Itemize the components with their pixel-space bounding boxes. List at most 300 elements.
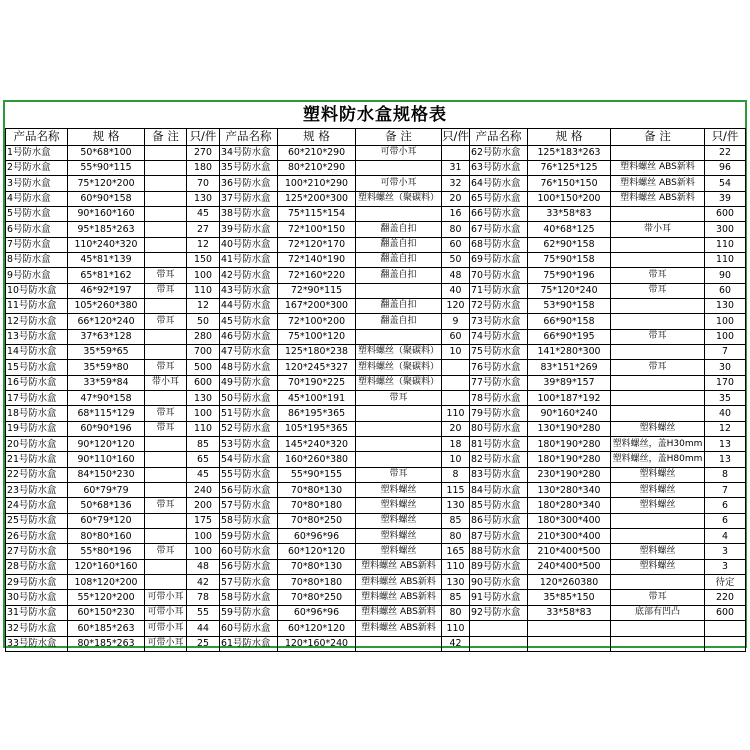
product-name-cell: 3号防水盒	[6, 176, 68, 191]
note-cell: 带小耳	[611, 222, 705, 237]
note-cell: 塑料螺丝	[356, 498, 442, 513]
spec-cell: 55*90*115	[68, 160, 145, 175]
qty-cell: 7	[705, 344, 746, 359]
spec-cell: 66*120*240	[68, 314, 145, 329]
qty-cell: 13	[705, 452, 746, 467]
column-header: 产品名称	[220, 129, 278, 146]
spec-cell: 70*190*225	[278, 375, 356, 390]
column-header: 备 注	[356, 129, 442, 146]
note-cell: 带耳	[611, 360, 705, 375]
qty-cell: 100	[187, 529, 220, 544]
note-cell	[356, 406, 442, 421]
qty-cell: 240	[187, 483, 220, 498]
spec-cell: 130*280*340	[528, 483, 611, 498]
note-cell	[356, 452, 442, 467]
spec-cell: 130*190*280	[528, 421, 611, 436]
product-name-cell: 85号防水盒	[470, 498, 528, 513]
qty-cell: 170	[705, 375, 746, 390]
product-name-cell: 27号防水盒	[6, 544, 68, 559]
product-name-cell: 10号防水盒	[6, 283, 68, 298]
note-cell: 塑料螺丝，盖H80mm	[611, 452, 705, 467]
note-cell	[611, 344, 705, 359]
product-name-cell: 19号防水盒	[6, 421, 68, 436]
spec-cell: 230*190*280	[528, 467, 611, 482]
spec-cell: 72*100*150	[278, 222, 356, 237]
product-name-cell	[470, 621, 528, 636]
product-name-cell: 64号防水盒	[470, 176, 528, 191]
qty-cell: 80	[442, 605, 470, 620]
spec-cell: 210*400*500	[528, 544, 611, 559]
spec-cell: 45*81*139	[68, 252, 145, 267]
qty-cell: 6	[705, 498, 746, 513]
spec-cell: 75*115*154	[278, 206, 356, 221]
spec-cell: 180*300*400	[528, 513, 611, 528]
note-cell: 带耳	[145, 498, 187, 513]
qty-cell: 700	[187, 344, 220, 359]
note-cell	[611, 575, 705, 590]
product-name-cell: 38号防水盒	[220, 206, 278, 221]
qty-cell: 110	[442, 559, 470, 574]
spec-cell: 160*260*380	[278, 452, 356, 467]
table-row	[6, 314, 746, 329]
column-header: 备 注	[611, 129, 705, 146]
product-name-cell: 26号防水盒	[6, 529, 68, 544]
product-name-cell: 41号防水盒	[220, 252, 278, 267]
qty-cell: 8	[442, 467, 470, 482]
note-cell	[611, 298, 705, 313]
product-name-cell: 37号防水盒	[220, 191, 278, 206]
qty-cell: 6	[705, 513, 746, 528]
spec-cell: 80*210*290	[278, 160, 356, 175]
qty-cell: 600	[705, 206, 746, 221]
product-name-cell: 15号防水盒	[6, 360, 68, 375]
qty-cell: 60	[705, 283, 746, 298]
spec-cell: 35*59*80	[68, 360, 145, 375]
spec-cell: 120*245*327	[278, 360, 356, 375]
note-cell: 带耳	[611, 329, 705, 344]
column-header: 产品名称	[470, 129, 528, 146]
note-cell: 塑料螺丝（聚碳料）	[356, 375, 442, 390]
note-cell: 带耳	[145, 314, 187, 329]
qty-cell: 20	[442, 421, 470, 436]
note-cell: 带耳	[145, 360, 187, 375]
product-name-cell: 83号防水盒	[470, 467, 528, 482]
product-name-cell: 92号防水盒	[470, 605, 528, 620]
qty-cell: 20	[442, 191, 470, 206]
spec-cell: 55*120*200	[68, 590, 145, 605]
spec-cell: 70*80*250	[278, 513, 356, 528]
product-name-cell: 80号防水盒	[470, 421, 528, 436]
spec-cell: 70*80*250	[278, 590, 356, 605]
product-name-cell: 56号防水盒	[220, 559, 278, 574]
note-cell: 塑料螺丝	[611, 467, 705, 482]
note-cell: 翻盖自扣	[356, 298, 442, 313]
product-name-cell: 32号防水盒	[6, 621, 68, 636]
spec-cell: 83*151*269	[528, 360, 611, 375]
product-name-cell: 18号防水盒	[6, 406, 68, 421]
spec-cell: 66*90*158	[528, 314, 611, 329]
spec-cell: 50*68*100	[68, 145, 145, 160]
qty-cell: 65	[187, 452, 220, 467]
note-cell: 塑料螺丝	[356, 483, 442, 498]
note-cell: 翻盖自扣	[356, 314, 442, 329]
spec-cell: 60*96*96	[278, 605, 356, 620]
qty-cell: 200	[187, 498, 220, 513]
product-name-cell: 9号防水盒	[6, 268, 68, 283]
table-row	[6, 222, 746, 237]
table-row	[6, 406, 746, 421]
column-header: 规 格	[68, 129, 145, 146]
qty-cell: 4	[705, 529, 746, 544]
table-header-row	[6, 129, 746, 146]
note-cell: 带耳	[611, 283, 705, 298]
product-name-cell: 74号防水盒	[470, 329, 528, 344]
qty-cell: 180	[187, 160, 220, 175]
note-cell: 带耳	[145, 283, 187, 298]
note-cell	[145, 559, 187, 574]
spec-cell: 180*280*340	[528, 498, 611, 513]
note-cell	[611, 636, 705, 651]
spec-cell: 90*110*160	[68, 452, 145, 467]
qty-cell: 待定	[705, 575, 746, 590]
product-name-cell: 63号防水盒	[470, 160, 528, 175]
note-cell: 塑料螺丝 ABS新料	[611, 176, 705, 191]
spec-cell: 60*150*230	[68, 605, 145, 620]
spec-cell: 70*80*180	[278, 498, 356, 513]
product-name-cell: 29号防水盒	[6, 575, 68, 590]
note-cell: 塑料螺丝 ABS新料	[356, 575, 442, 590]
table-row	[6, 621, 746, 636]
product-name-cell: 79号防水盒	[470, 406, 528, 421]
note-cell: 塑料螺丝 ABS新料	[356, 559, 442, 574]
note-cell	[145, 206, 187, 221]
product-name-cell: 54号防水盒	[220, 452, 278, 467]
product-name-cell: 91号防水盒	[470, 590, 528, 605]
spec-cell: 75*120*240	[528, 283, 611, 298]
note-cell	[356, 437, 442, 452]
spec-cell: 75*120*200	[68, 176, 145, 191]
qty-cell: 7	[705, 483, 746, 498]
note-cell: 塑料螺丝	[356, 529, 442, 544]
table-row	[6, 237, 746, 252]
note-cell	[611, 206, 705, 221]
qty-cell: 42	[442, 636, 470, 651]
note-cell	[356, 160, 442, 175]
spec-cell: 60*79*79	[68, 483, 145, 498]
spec-cell	[528, 636, 611, 651]
note-cell	[611, 391, 705, 406]
product-name-cell: 5号防水盒	[6, 206, 68, 221]
spec-cell: 55*90*155	[278, 467, 356, 482]
qty-cell: 280	[187, 329, 220, 344]
qty-cell: 165	[442, 544, 470, 559]
spec-cell: 105*260*380	[68, 298, 145, 313]
table-row	[6, 206, 746, 221]
qty-cell: 48	[442, 268, 470, 283]
spec-cell: 72*100*200	[278, 314, 356, 329]
product-name-cell: 16号防水盒	[6, 375, 68, 390]
product-name-cell: 58号防水盒	[220, 513, 278, 528]
spec-cell: 100*150*200	[528, 191, 611, 206]
product-name-cell: 77号防水盒	[470, 375, 528, 390]
spec-cell: 60*185*263	[68, 621, 145, 636]
spec-cell: 60*90*196	[68, 421, 145, 436]
qty-cell: 3	[705, 544, 746, 559]
qty-cell: 300	[705, 222, 746, 237]
qty-cell: 130	[442, 575, 470, 590]
note-cell: 带耳	[611, 268, 705, 283]
spec-cell: 76*125*125	[528, 160, 611, 175]
note-cell: 可带小耳	[145, 590, 187, 605]
spec-cell: 120*260380	[528, 575, 611, 590]
note-cell	[356, 329, 442, 344]
qty-cell: 100	[705, 314, 746, 329]
product-name-cell	[470, 636, 528, 651]
product-name-cell: 90号防水盒	[470, 575, 528, 590]
column-header: 只/件	[187, 129, 220, 146]
product-name-cell: 14号防水盒	[6, 344, 68, 359]
table-row	[6, 575, 746, 590]
column-header: 规 格	[528, 129, 611, 146]
table-row	[6, 160, 746, 175]
qty-cell	[442, 391, 470, 406]
note-cell: 翻盖自扣	[356, 268, 442, 283]
qty-cell: 8	[705, 467, 746, 482]
qty-cell: 60	[442, 237, 470, 252]
qty-cell: 40	[442, 283, 470, 298]
note-cell	[611, 375, 705, 390]
product-name-cell: 78号防水盒	[470, 391, 528, 406]
product-name-cell: 65号防水盒	[470, 191, 528, 206]
spec-cell: 60*120*120	[278, 544, 356, 559]
product-name-cell: 25号防水盒	[6, 513, 68, 528]
spec-cell: 90*160*240	[528, 406, 611, 421]
qty-cell: 500	[187, 360, 220, 375]
column-header: 备 注	[145, 129, 187, 146]
note-cell	[611, 252, 705, 267]
product-name-cell: 76号防水盒	[470, 360, 528, 375]
spec-cell: 70*80*130	[278, 559, 356, 574]
table-row	[6, 437, 746, 452]
note-cell: 塑料螺丝	[611, 559, 705, 574]
spec-sheet	[3, 100, 747, 648]
note-cell: 可带小耳	[145, 621, 187, 636]
note-cell	[145, 513, 187, 528]
spec-cell: 60*120*120	[278, 621, 356, 636]
product-name-cell: 6号防水盒	[6, 222, 68, 237]
table-row	[6, 375, 746, 390]
spec-cell: 125*180*238	[278, 344, 356, 359]
qty-cell: 600	[705, 605, 746, 620]
note-cell: 可带小耳	[145, 605, 187, 620]
note-cell	[145, 452, 187, 467]
table-row	[6, 559, 746, 574]
product-name-cell: 50号防水盒	[220, 391, 278, 406]
table-row	[6, 176, 746, 191]
note-cell: 带耳	[145, 268, 187, 283]
qty-cell: 90	[705, 268, 746, 283]
note-cell	[145, 344, 187, 359]
note-cell	[145, 437, 187, 452]
table-row	[6, 191, 746, 206]
qty-cell: 22	[705, 145, 746, 160]
spec-cell: 46*92*197	[68, 283, 145, 298]
spec-cell: 60*96*96	[278, 529, 356, 544]
table-row	[6, 329, 746, 344]
product-name-cell: 60号防水盒	[220, 544, 278, 559]
product-name-cell: 81号防水盒	[470, 437, 528, 452]
product-name-cell: 73号防水盒	[470, 314, 528, 329]
spec-cell: 60*90*158	[68, 191, 145, 206]
qty-cell: 13	[705, 437, 746, 452]
spec-cell: 47*90*158	[68, 391, 145, 406]
note-cell	[145, 145, 187, 160]
qty-cell: 110	[187, 421, 220, 436]
table-row	[6, 590, 746, 605]
product-name-cell: 51号防水盒	[220, 406, 278, 421]
spec-cell: 35*85*150	[528, 590, 611, 605]
product-name-cell: 88号防水盒	[470, 544, 528, 559]
product-name-cell: 30号防水盒	[6, 590, 68, 605]
note-cell	[611, 314, 705, 329]
qty-cell: 45	[187, 206, 220, 221]
product-name-cell: 23号防水盒	[6, 483, 68, 498]
qty-cell: 130	[187, 391, 220, 406]
spec-cell: 95*185*263	[68, 222, 145, 237]
product-name-cell: 47号防水盒	[220, 344, 278, 359]
qty-cell: 110	[705, 252, 746, 267]
note-cell: 塑料螺丝 ABS新料	[356, 605, 442, 620]
spec-cell: 86*195*365	[278, 406, 356, 421]
product-name-cell: 44号防水盒	[220, 298, 278, 313]
product-name-cell: 89号防水盒	[470, 559, 528, 574]
qty-cell: 16	[442, 206, 470, 221]
spec-cell: 33*58*83	[528, 206, 611, 221]
note-cell	[145, 222, 187, 237]
product-name-cell: 36号防水盒	[220, 176, 278, 191]
qty-cell: 110	[442, 621, 470, 636]
product-name-cell: 43号防水盒	[220, 283, 278, 298]
spec-cell: 68*115*129	[68, 406, 145, 421]
spec-cell: 80*80*160	[68, 529, 145, 544]
product-name-cell: 61号防水盒	[220, 636, 278, 651]
qty-cell: 31	[442, 160, 470, 175]
spec-cell: 90*120*120	[68, 437, 145, 452]
qty-cell: 100	[705, 329, 746, 344]
qty-cell: 39	[705, 191, 746, 206]
note-cell: 带耳	[145, 406, 187, 421]
spec-cell: 39*89*157	[528, 375, 611, 390]
spec-cell: 125*183*263	[528, 145, 611, 160]
product-name-cell: 31号防水盒	[6, 605, 68, 620]
note-cell: 塑料螺丝（聚碳料）	[356, 344, 442, 359]
note-cell	[145, 191, 187, 206]
product-name-cell: 2号防水盒	[6, 160, 68, 175]
qty-cell	[705, 636, 746, 651]
note-cell	[611, 513, 705, 528]
qty-cell: 45	[187, 467, 220, 482]
qty-cell: 175	[187, 513, 220, 528]
product-name-cell: 67号防水盒	[470, 222, 528, 237]
table-row	[6, 298, 746, 313]
table-row	[6, 360, 746, 375]
note-cell: 翻盖自扣	[356, 222, 442, 237]
note-cell	[145, 467, 187, 482]
qty-cell: 85	[442, 513, 470, 528]
qty-cell: 55	[187, 605, 220, 620]
qty-cell: 10	[442, 344, 470, 359]
note-cell	[145, 252, 187, 267]
qty-cell	[442, 145, 470, 160]
qty-cell: 150	[187, 252, 220, 267]
product-name-cell: 70号防水盒	[470, 268, 528, 283]
table-row	[6, 283, 746, 298]
table-row	[6, 391, 746, 406]
column-header: 规 格	[278, 129, 356, 146]
table-row	[6, 467, 746, 482]
product-name-cell: 45号防水盒	[220, 314, 278, 329]
qty-cell: 120	[442, 298, 470, 313]
spec-cell: 108*120*200	[68, 575, 145, 590]
note-cell: 塑料螺丝（聚碳料）	[356, 360, 442, 375]
table-row	[6, 268, 746, 283]
qty-cell: 70	[187, 176, 220, 191]
qty-cell: 110	[442, 406, 470, 421]
qty-cell: 85	[442, 590, 470, 605]
note-cell	[611, 529, 705, 544]
qty-cell: 78	[187, 590, 220, 605]
qty-cell: 12	[187, 298, 220, 313]
product-name-cell: 21号防水盒	[6, 452, 68, 467]
note-cell	[145, 329, 187, 344]
product-name-cell: 4号防水盒	[6, 191, 68, 206]
product-name-cell: 59号防水盒	[220, 529, 278, 544]
table-row	[6, 636, 746, 651]
qty-cell: 30	[705, 360, 746, 375]
qty-cell: 100	[187, 544, 220, 559]
table-row	[6, 452, 746, 467]
qty-cell: 110	[705, 237, 746, 252]
spec-cell: 105*195*365	[278, 421, 356, 436]
product-name-cell: 86号防水盒	[470, 513, 528, 528]
qty-cell: 35	[705, 391, 746, 406]
product-name-cell: 22号防水盒	[6, 467, 68, 482]
note-cell	[145, 160, 187, 175]
note-cell	[611, 406, 705, 421]
spec-cell: 210*300*400	[528, 529, 611, 544]
note-cell	[611, 145, 705, 160]
qty-cell: 25	[187, 636, 220, 651]
spec-cell: 75*100*120	[278, 329, 356, 344]
spec-cell: 110*240*320	[68, 237, 145, 252]
spec-cell: 33*59*84	[68, 375, 145, 390]
product-name-cell: 71号防水盒	[470, 283, 528, 298]
note-cell: 可带小耳	[356, 145, 442, 160]
product-name-cell: 66号防水盒	[470, 206, 528, 221]
note-cell	[145, 391, 187, 406]
table-row	[6, 483, 746, 498]
product-name-cell: 28号防水盒	[6, 559, 68, 574]
product-name-cell: 35号防水盒	[220, 160, 278, 175]
note-cell	[356, 421, 442, 436]
qty-cell: 96	[705, 160, 746, 175]
spec-cell: 125*200*300	[278, 191, 356, 206]
table-row	[6, 498, 746, 513]
product-name-cell: 17号防水盒	[6, 391, 68, 406]
table-row	[6, 529, 746, 544]
product-name-cell: 12号防水盒	[6, 314, 68, 329]
spec-cell: 70*80*180	[278, 575, 356, 590]
